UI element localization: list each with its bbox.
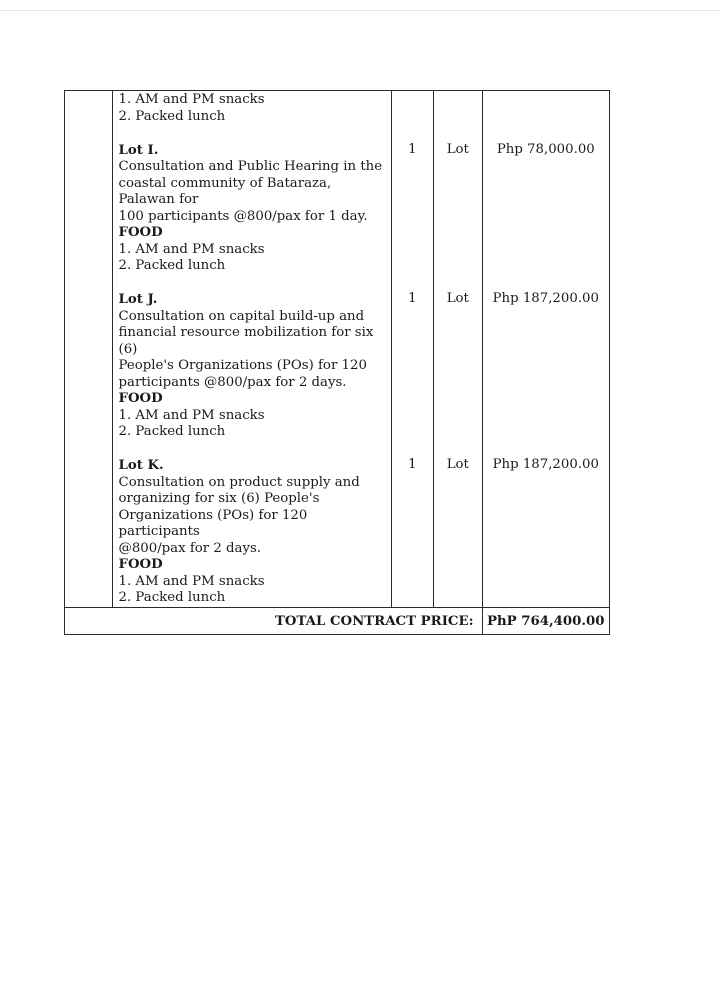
item-number-cell [65,291,113,457]
lot-description-line: organizing for six (6) People's [118,491,320,506]
table-row-lot-j [65,291,610,457]
quantity-cell: 1 [391,291,433,457]
food-item: 2. Packed lunch [118,424,226,439]
lot-description-line: Consultation on product supply and [118,474,360,490]
unit-cell [434,91,483,142]
description-cell [112,142,391,292]
lot-description-line: Organizations (POs) for 120 participants [118,507,308,539]
item-number-cell [65,142,113,292]
price-cell: Php 78,000.00 [482,142,609,292]
total-contract-price-value: PhP 764,400.00 [482,607,609,635]
food-label: FOOD [118,391,163,406]
lot-description-line: participants @800/pax for 2 days. [118,374,347,390]
lot-description-line: @800/pax for 2 days. [118,540,262,556]
lot-title: Lot K. [118,458,164,473]
price-cell: Php 187,200.00 [482,291,609,457]
food-label: FOOD [118,557,163,572]
page-top-edge [0,0,720,11]
unit-cell: Lot [434,457,483,607]
food-item: 2. Packed lunch [118,258,226,273]
quantity-cell: 1 [391,457,433,607]
lot-description-line: Consultation on capital build-up and [118,308,365,324]
table-row-continuation [65,91,610,142]
food-item: 2. Packed lunch [118,108,226,124]
food-item: 1. AM and PM snacks [118,241,265,257]
unit-cell: Lot [434,142,483,292]
lot-description-line: 100 participants @800/pax for 1 day. [118,208,368,224]
lot-title: Lot I. [118,142,159,158]
food-item: 2. Packed lunch [118,590,226,605]
description-cell [112,291,391,457]
item-number-cell [65,457,113,607]
lot-description-line: People's Organizations (POs) for 120 [118,358,367,373]
lot-description-line: Consultation and Public Hearing in the [118,159,383,174]
table-row-lot-k [65,457,610,607]
contract-price-table [64,90,610,635]
food-item: 1. AM and PM snacks [118,573,265,589]
price-cell [482,91,609,142]
lot-title: Lot J. [118,292,158,307]
description-cell [112,457,391,607]
table-row-total [65,607,610,635]
price-cell: Php 187,200.00 [482,457,609,607]
description-cell [112,91,391,142]
food-item: 1. AM and PM snacks [118,407,265,423]
lot-description-line: financial resource mobilization for six (6) [118,325,374,357]
unit-cell: Lot [434,291,483,457]
lot-description-line: coastal community of Bataraza, Palawan for [118,175,332,207]
quantity-cell: 1 [391,142,433,292]
total-contract-price-label: TOTAL CONTRACT PRICE: [65,607,483,635]
quantity-cell [391,91,433,142]
food-label: FOOD [118,225,163,240]
item-number-cell [65,91,113,142]
table-row-lot-i [65,142,610,292]
food-item: 1. AM and PM snacks [118,92,265,107]
